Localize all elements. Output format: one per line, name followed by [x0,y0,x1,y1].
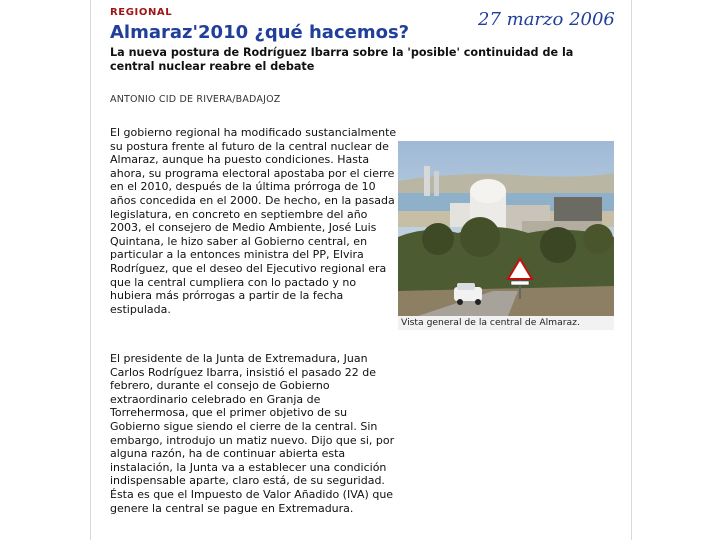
photo-caption: Vista general de la central de Almaraz. [398,316,614,330]
publication-date: 27 marzo 2006 [478,9,615,30]
headline: Almaraz'2010 ¿qué hacemos? [110,22,410,43]
subheadline: La nueva postura de Rodríguez Ibarra sobre la 'posible' continuidad de la central nuclear reabre el debate [110,46,574,73]
body-paragraph-1: El gobierno regional ha modificado sustancialmente su postura frente al futuro de la central nuclear de Almaraz, aunque ha puesto condiciones. Hasta ahora, su programa electoral apostaba por el cierre en el 2010, después de la última prórroga de 10 años concedida en el 2000. De hecho, en la pasada legislatura, en concreto en septiembre del año 2003, el consejero de Medio Ambiente, José Luis Quintana, le hizo saber al Gobierno central, en particular a la entonces ministra del PP, Elvira Rodríguez, que el deseo del Ejecutivo regional era que la central cumpliera con lo pactado y no hubiera más prórrogas a partir de la fecha estipulada. [110,126,397,316]
section-label: REGIONAL [110,7,173,18]
byline: ANTONIO CID DE RIVERA/BADAJOZ [110,94,281,105]
nuclear-plant-photo [398,141,614,316]
body-paragraph-2: El presidente de la Junta de Extremadura, Juan Carlos Rodríguez Ibarra, insistió el pasado 22 de febrero, durante el consejo de Gobierno extraordinario celebrado en Granja de Torrehermosa, que el primer objetivo de su Gobierno sigue siendo el cierre de la central. Sin embargo, introdujo un matiz nuevo. Dijo que si, por alguna razón, ha de continuar abierta esta instalación, la Junta va a establecer una condición indispensable aparte, claro está, de su seguridad. Ésta es que el Impuesto de Valor Añadido (IVA) que genere la central se pague en Extremadura. [110,352,395,515]
news-photo [398,141,614,330]
